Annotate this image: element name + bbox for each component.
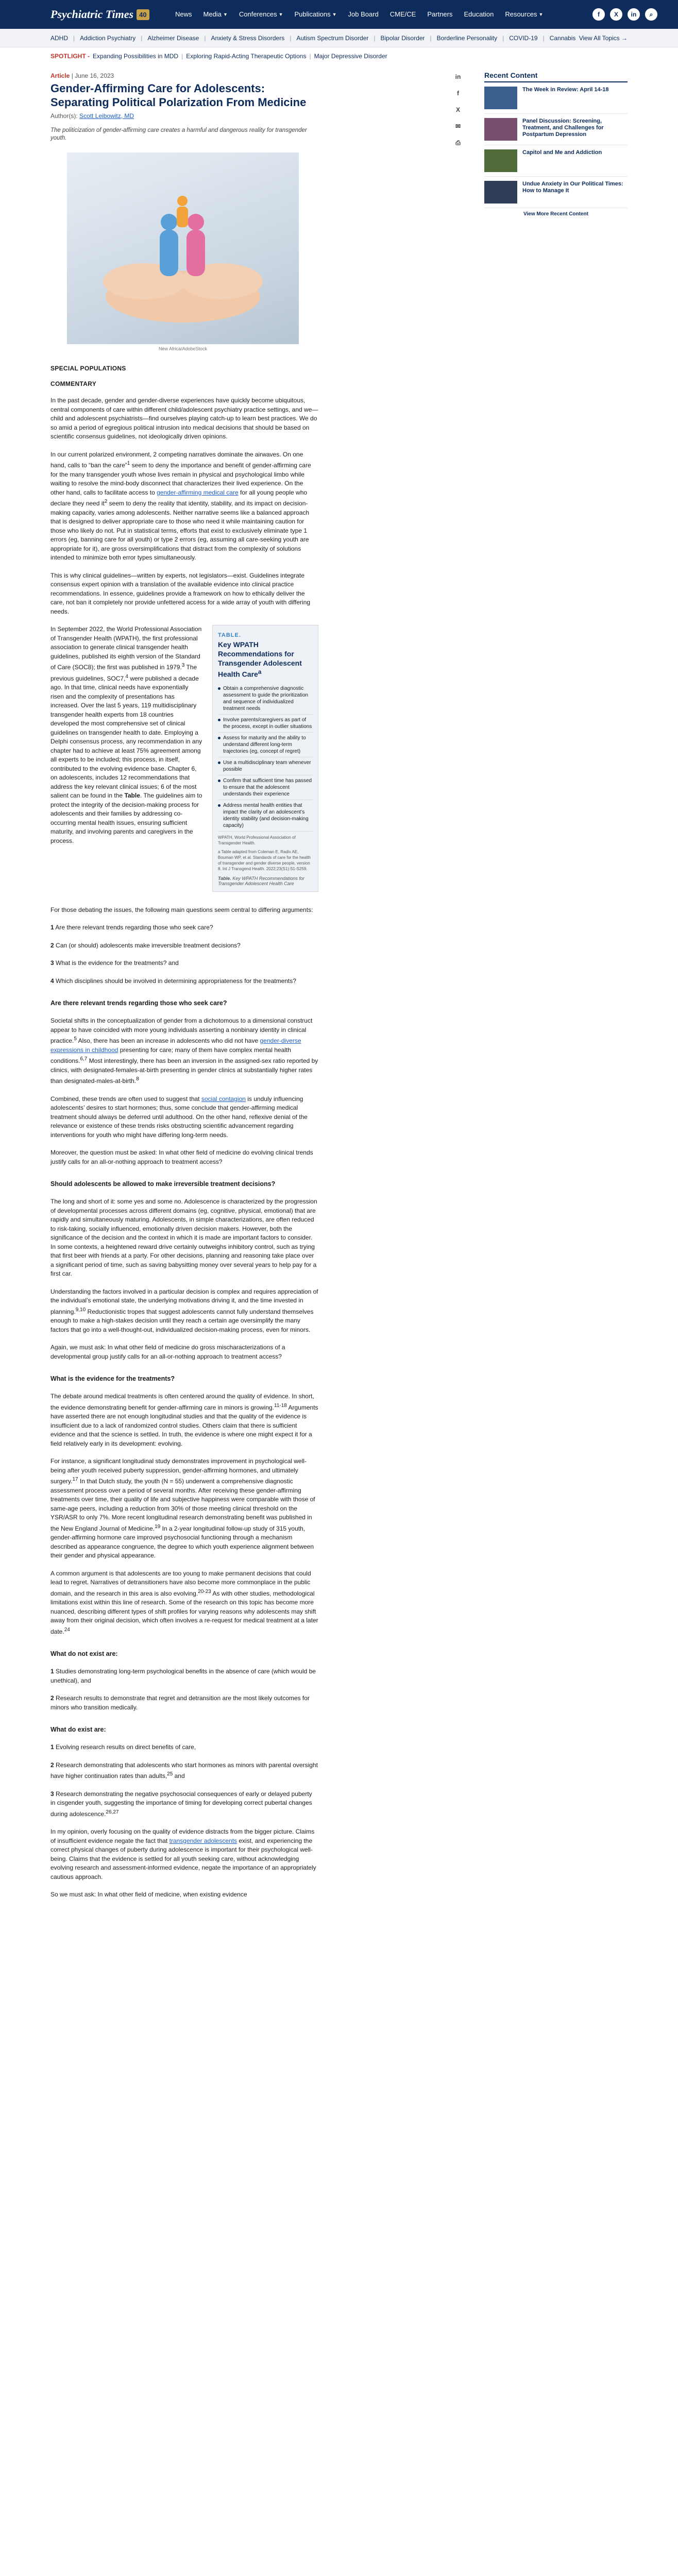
table-item: Involve parents/caregivers as part of the process, except in outlier situations — [218, 715, 313, 733]
view-more-link[interactable]: View More Recent Content — [523, 211, 588, 217]
topic-link[interactable]: Alzheimer Disease — [147, 35, 199, 42]
nav-media[interactable]: Media ▼ — [203, 10, 228, 18]
share-bar — [453, 72, 463, 147]
paragraph: This is why clinical guidelines—written by experts, not legislators—exist. Guidelines integrate consensus expert opinion with a translation of the available evidence into clinical practice recommendations. In essence, guidelines provide a framework on how to ethically deliver the care, not ban it completely nor provide unfettered access for a wide array of youth with differing needs. — [50, 571, 311, 615]
chevron-down-icon: ▼ — [332, 11, 337, 17]
thumbnail-image — [484, 149, 517, 172]
topic-link[interactable]: COVID-19 — [509, 35, 538, 42]
subheading: What do exist are: — [50, 1726, 106, 1734]
paragraph: In my opinion, overly focusing on the quality of evidence distracts from the bigger picture. Claims of insufficient evidence negate the fact that transgender adolescents exist, and experiencing the correct physical changes of puberty during adolescence is important for their psychological well-being. Claims that the evidence is settled for all youth seeking care, without acknowledging evolving research and assessment-informed evidence, negate the importance of an appropriately cautious approach. — [50, 1828, 316, 1880]
section-label: COMMENTARY — [50, 380, 96, 387]
paragraph: For those debating the issues, the following main questions seem central to differing arguments: — [50, 906, 313, 913]
paragraph: Societal shifts in the conceptualization of gender from a dichotomous to a dimensional construct appear to have coincided with more young individuals asserting a nonbinary identity in clinical practice.$^5$ Also, there has been an increase in adolescents who did not have gender-diverse expressions in childhood presenting for care; many of them have complex mental health conditions.$^{6,7}$ Most interestingly, there has been an inversion in the assigned-sex ratio reported by clinics, with designated-females-at-birth presenting in gender clinics at substantially higher rates than designated-males-at-birth.$^8$ — [50, 1017, 318, 1085]
paragraph: In the past decade, gender and gender-diverse experiences have quickly become ubiquitous, central components of care within different child/adolescent psychiatry practice settings, and we—child and adolescent psychiatrists—find ourselves playing catch-up to learn best practices. We do so amid a period of egregious political intrusion into medical decisions that should be based on scientific consensus guidelines, not ideologically driven opinions. — [50, 397, 318, 440]
recent-item-title: Panel Discussion: Screening, Treatment, and Challenges for Postpartum Depression — [522, 118, 604, 138]
thumbnail-image — [484, 87, 517, 109]
spotlight-link[interactable]: Expanding Possibilities in MDD — [93, 53, 179, 60]
article-meta: Article | June 16, 2023 — [50, 72, 114, 79]
table-item: Obtain a comprehensive diagnostic assessment to guide the prioritization and sequence of individualized treatment needs — [218, 683, 313, 715]
x-icon[interactable]: X — [610, 8, 622, 21]
nav-cme-ce[interactable]: CME/CE — [389, 10, 416, 18]
x-icon[interactable]: X — [455, 106, 460, 113]
search-icon[interactable]: ⌕ — [645, 8, 657, 21]
email-icon[interactable]: ✉ — [455, 123, 461, 130]
chevron-down-icon: ▼ — [538, 11, 544, 17]
nav-partners[interactable]: Partners — [427, 10, 453, 18]
list-item: 1 Evolving research results on direct benefits of care, — [50, 1743, 196, 1751]
list-item: 3 Research demonstrating the negative psychosocial consequences of early or delayed puberty in cisgender youth, suggesting the importance of timing for developing correct pubertal changes during adolescence.$^{26,27}$ — [50, 1790, 312, 1818]
paragraph: The debate around medical treatments is often centered around the quality of evidence. In short, the evidence demonstrating benefit for gender-affirming care in minors is growing.$^{11-18}$ Arguments have asserted there are not enough longitudinal studies and that the quality of the evidence is insufficient due to a lack of randomized control studies. Others claim that there is sufficient evidence and that the science is settled. In truth, the evidence is where one might expect it for a field relatively early in its development: evolving. — [50, 1393, 318, 1447]
nav-resources[interactable]: Resources ▼ — [505, 10, 544, 18]
spotlight-bar: SPOTLIGHT - Expanding Possibilities in MDD | Exploring Rapid-Acting Therapeutic Options | Major Depressive Disorder — [50, 53, 387, 60]
paragraph: So we must ask: In what other field of medicine, when existing evidence — [50, 1891, 247, 1899]
inline-link[interactable]: social contagion — [201, 1095, 246, 1103]
nav-education[interactable]: Education — [464, 10, 494, 18]
paragraph: Combined, these trends are often used to suggest that social contagion is unduly influencing adolescents’ desires to start hormones; thus, some conclude that gender-affirming medical treatment should always be deferred until adulthood. On the other hand, reflexive denial of the relevance or existence of these trends risks obstructing scientific advancement regarding interventions for youth who might have differing long-term needs. — [50, 1095, 308, 1139]
subheading: Are there relevant trends regarding those who seek care? — [50, 999, 227, 1007]
chevron-down-icon: ▼ — [278, 11, 283, 17]
paragraph: In September 2022, the World Professional Association of Transgender Health (WPATH), the first professional association to generate clinical transgender health guidelines, published its eighth version of the Standard of Care (SOC8); the first was published in 1979.$^3$ The previous guidelines, SOC7,$^4$ were published a decade ago. In that time, clinical needs have exponentially risen and the complexity of presentations has increased. Over the last 5 years, 119 multidisciplinary transgender health experts from 18 countries developed the most comprehensive set of clinical guidelines on transgender health to date. Employing a Delphi consensus process, any recommendation in any chapter had to achieve at least 75% agreement among all experts to be included; this process, in itself, contributed to the evolving evidence base. Chapter 6, on adolescents, includes 12 recommendations that address the key relevant clinical issues; 6 of the most salient can be found in the Table. The guidelines aim to protect the integrity of the decision-making process for adolescents and their families by addressing co-occurring mental health issues, ensuring sufficient maturity, and involving parents and caregivers in the process. — [50, 625, 202, 844]
table-item: Address mental health entities that impact the clarity of an adolescent’s identity stability (and decision-making capacity) — [218, 800, 313, 832]
header-icons — [592, 8, 657, 21]
topic-link[interactable]: ADHD — [50, 35, 69, 42]
topic-link[interactable]: Borderline Personality — [436, 35, 498, 42]
hero-caption: New Africa/AdobeStock — [158, 346, 208, 351]
inline-link[interactable]: gender-affirming medical care — [157, 488, 239, 496]
recent-item[interactable] — [484, 114, 628, 145]
recent-item[interactable] — [484, 145, 628, 177]
recent-item[interactable] — [484, 177, 628, 208]
main-nav — [175, 10, 543, 18]
hero-image — [67, 152, 299, 344]
site-logo[interactable] — [50, 5, 149, 24]
article-body — [50, 72, 318, 1900]
view-all-topics-link[interactable]: View All Topics → — [579, 35, 628, 42]
print-icon[interactable]: ⎙ — [455, 139, 461, 146]
chevron-down-icon: ▼ — [223, 11, 228, 17]
facebook-icon[interactable]: f — [457, 90, 459, 97]
table-note: WPATH, World Professional Association of Transgender Health. — [218, 835, 296, 845]
recent-item[interactable] — [484, 82, 628, 114]
recent-content-sidebar — [484, 71, 628, 217]
topic-link[interactable]: Autism Spectrum Disorder — [296, 35, 369, 42]
nav-job-board[interactable]: Job Board — [348, 10, 379, 18]
paragraph: The long and short of it: some yes and some no. Adolescence is characterized by the progression of developmental processes across different domains (eg, cognitive, physical, emotional) that are rapidly and simultaneously maturing. Adolescents, in simple characterizations, are often reduced to risk-taking, socially influenced, emotionally driven decision makers. However, both the significance of the decision and the context in which it is made are important factors to consider. In some contexts, a heightened reward drive certainly outweighs inhibitory control, such as trying that first beer with friends at a party. For other decisions, planning and reasoning take place over a significant period of time, such as saving babysitting money over several years to help pay for a first car. — [50, 1198, 317, 1278]
paragraph: For instance, a significant longitudinal study demonstrates improvement in psychological well-being after youth received puberty suppression, gender-affirming hormones, and ultimately surgery.$^{17}$ In that Dutch study, the youth (N = 55) underwent a comprehensive diagnostic assessment process over a period of several months. After receiving these gender-affirming treatments over time, their quality of life and subjective happiness were comparable with those of same-age peers, including a reduction from 30% of those meeting clinical threshold on the YSR/ASR to only 7%. More recent longitudinal research demonstrating benefit was published in the New England Journal of Medicine.$^{19}$ In a 2-year longitudinal follow-up study of 315 youth, gender-affirming hormone care improved psychosocial functioning through a mechanism described as appearance congruence, the degree to which youth experience alignment between their gender and physical appearance. — [50, 1458, 315, 1560]
table-source: a Table adapted from Coleman E, Radix AE, Bouman WP, et al. Standards of care for the health of transgender and gender diverse people, version 8. Int J Transgend Health. 2022;23(S1):S1-S259. — [218, 849, 311, 871]
question-item: 1 Are there relevant trends regarding those who seek care? — [50, 924, 213, 931]
section-label: SPECIAL POPULATIONS — [50, 365, 126, 372]
question-item: 3 What is the evidence for the treatments? and — [50, 959, 179, 967]
subheading: Should adolescents be allowed to make irreversible treatment decisions? — [50, 1180, 276, 1188]
spotlight-label: SPOTLIGHT - — [50, 53, 90, 60]
linkedin-icon[interactable]: in — [628, 8, 640, 21]
wpath-table-box — [212, 625, 318, 892]
article-authors: Author(s): Scott Leibowitz, MD — [50, 112, 134, 120]
table-item: Use a multidisciplinary team whenever possible — [218, 757, 313, 775]
paragraph: Understanding the factors involved in a particular decision is complex and requires appreciation of the individual’s emotional state, the underlying motivations driving it, and the time invested in planning.$^{9,10}$ Reductionistic tropes that suggest adolescents cannot fully understand themselves enough to make a high-stakes decision until they reach a certain age oversimplify the many factors that go into a well-thought-out, individualized decision-making process, even for minors. — [50, 1287, 318, 1333]
subheading: What do not exist are: — [50, 1650, 118, 1658]
author-link[interactable]: Scott Leibowitz, MD — [79, 112, 134, 120]
topic-bar — [0, 29, 678, 47]
topic-link[interactable]: Addiction Psychiatry — [80, 35, 136, 42]
question-item: 2 Can (or should) adolescents make irreversible treatment decisions? — [50, 941, 241, 949]
article-title: Gender-Affirming Care for Adolescents: Separating Political Polarization From Medicine — [50, 82, 307, 109]
logo-badge: 40 — [137, 9, 149, 20]
question-item: 4 Which disciplines should be involved in determining appropriateness for the treatments? — [50, 977, 296, 985]
logo-text: Psychiatric Times — [50, 8, 134, 21]
topic-link[interactable]: Cannabis — [549, 35, 576, 42]
spotlight-link[interactable]: Major Depressive Disorder — [314, 53, 387, 60]
recent-item-title: Capitol and Me and Addiction — [522, 149, 602, 156]
nav-news[interactable]: News — [175, 10, 192, 18]
hands-holding-figure-illustration — [67, 152, 299, 344]
table-title: TABLE. Key WPATH Recommendations for Transgender Adolescent Health Care$^a$ — [218, 632, 302, 679]
table-caption: Table. Key WPATH Recommendations for Transgender Adolescent Health Care — [218, 875, 304, 886]
facebook-icon[interactable]: f — [592, 8, 605, 21]
table-list — [218, 683, 313, 832]
list-item: 1 Studies demonstrating long-term psychological benefits in the absence of care (which would be unethical), and — [50, 1668, 316, 1684]
topic-link[interactable]: Bipolar Disorder — [380, 35, 425, 42]
spotlight-link[interactable]: Exploring Rapid-Acting Therapeutic Options — [186, 53, 307, 60]
recent-item-title: The Week in Review: April 14-18 — [522, 87, 609, 93]
thumbnail-image — [484, 181, 517, 204]
inline-link[interactable]: gender-diverse expressions in childhood — [50, 1037, 301, 1054]
list-item: 2 Research results to demonstrate that regret and detransition are the most likely outcomes for minors who transition medically. — [50, 1694, 310, 1711]
table-item: Assess for maturity and the ability to understand different long-term trajectories (eg, concept of regret) — [218, 733, 313, 757]
linkedin-icon[interactable]: in — [455, 73, 461, 80]
paragraph: In our current polarized environment, 2 competing narratives dominate the airwaves. On one hand, calls to “ban the care”$^1$ seem to deny the importance and benefit of gender-affirming care for the many transgender youth whose lives remain in physical and psychological limbo while waiting to resolve the mind-body disconnect that characterizes their lived experience. On the other hand, calls to facilitate access to gender-affirming medical care for all young people who declare they need $it^2$ seem to deny the reality that identity, stability, and its impact on decision-making capacity, varies among adolescents. Neither narrative seems like a balanced approach that is designed to deliver appropriate care to those who need it while maintaining caution for those who likely do not. Put in statistical terms, efforts that exist to exclusively eliminate type 1 errors (eg, banning care for all youth) or type 2 errors (eg, assuming all care-seeking youth are appropriate for it), are gross oversimplifications that distract from the complexity of solutions intended to minimize both error types simultaneously. — [50, 450, 311, 561]
recent-item-title: Undue Anxiety in Our Political Times: How to Manage It — [522, 181, 623, 194]
subheading: What is the evidence for the treatments? — [50, 1375, 175, 1383]
paragraph: Moreover, the question must be asked: In what other field of medicine do evolving clinical trends justify calls for an all-or-nothing approach to treatment access? — [50, 1149, 313, 1165]
thumbnail-image — [484, 118, 517, 141]
topic-link[interactable]: Anxiety & Stress Disorders — [211, 35, 285, 42]
topic-list: ADHD | Addiction Psychiatry | Alzheimer Disease | Anxiety & Stress Disorders | Autism Spectrum Disorder | Bipolar Disorder | Borderline Personality | COVID-19 | Cannabis — [50, 35, 576, 42]
list-item: 2 Research demonstrating that adolescents who start hormones as minors with parental oversight have higher continuation rates than adults,$^{25}$ and — [50, 1761, 318, 1780]
paragraph: Again, we must ask: In what other field of medicine do gross mischaracterizations of a developmental group justify calls for an all-or-nothing approach to treatment access? — [50, 1344, 285, 1360]
table-item: Confirm that sufficient time has passed to ensure that the adolescent understands their experience — [218, 775, 313, 800]
nav-publications[interactable]: Publications ▼ — [294, 10, 337, 18]
top-navigation-bar — [0, 0, 678, 29]
inline-link[interactable]: transgender adolescents — [169, 1837, 238, 1844]
nav-conferences[interactable]: Conferences ▼ — [239, 10, 283, 18]
paragraph: A common argument is that adolescents are too young to make permanent decisions that could lead to regret. Narratives of detransitioners have also become more commonplace in the public domain, and the research in this area is also evolving.$^{20-23}$ As with other studies, methodological limitations exist within this line of research. Some of the research on this topic has become more nuanced, describing different types of shift profiles for varying reasons why adolescents may shift away from their original decision, which often involves a re-request for medical treatment at a later date.$^{24}$ — [50, 1569, 318, 1635]
article-dek: The politicization of gender-affirming care creates a harmful and dangerous reality for transgender youth. — [50, 127, 307, 141]
recent-title: Recent Content — [484, 71, 628, 82]
